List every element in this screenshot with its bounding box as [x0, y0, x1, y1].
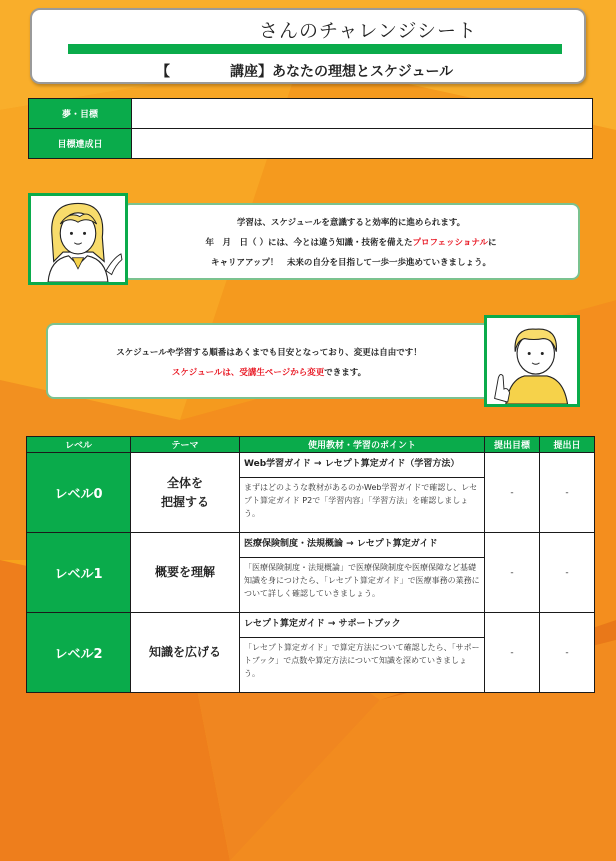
goal-table: [28, 98, 593, 159]
target-date-cell[interactable]: -: [485, 533, 540, 613]
subtitle-text: 講座】あなたの理想とスケジュール: [230, 64, 454, 80]
bubble2-line2-suffix: できます。: [324, 368, 367, 378]
theme-text: 概要を理解: [154, 565, 215, 579]
theme-cell: [131, 533, 240, 613]
schedule-table: [26, 436, 595, 693]
course-subtitle: [156, 61, 453, 81]
submit-date-cell[interactable]: -: [540, 453, 595, 533]
material-description: 「レセプト算定ガイド」で算定方法について確認したら、「サポートブック」で点数や算定方法について知識を深めていきましょう。: [240, 638, 485, 693]
bubble1-line3: キャリアアップ！ 未来の自分を目指して一歩一歩進めていきましょう。: [211, 258, 491, 268]
bubble2-line1: スケジュールや学習する順番はあくまでも目安となっており、変更は自由です！: [116, 348, 422, 358]
table-row: [27, 533, 595, 558]
speech-bubble-schedule: [46, 323, 492, 399]
bubble1-line1: 学習は、スケジュールを意識すると効率的に進められます。: [236, 218, 466, 228]
material-title: Web学習ガイド → レセプト算定ガイド（学習方法）: [240, 453, 485, 478]
header-card: [30, 8, 586, 84]
page-title: さんのチャレンジシート: [258, 20, 477, 42]
material-description: 「医療保険制度・法規概論」で医療保険制度や医療保障など基礎知識を身につけたら、「レセプト算定ガイド」で医療事務の業務について詳しく確認していきましょう。: [240, 558, 485, 613]
bubble1-line2: [124, 233, 578, 253]
level-cell: レベル0: [27, 453, 131, 533]
bubble1-line2-prefix: 年 月 日（ ）には、今とは違う知識・技術を備えた: [205, 238, 413, 248]
woman-presenting-icon: [28, 193, 128, 285]
submit-date-cell[interactable]: -: [540, 533, 595, 613]
goal-row: [29, 99, 593, 129]
material-title: レセプト算定ガイド → サポートブック: [240, 613, 485, 638]
target-date-cell[interactable]: -: [485, 613, 540, 693]
submit-date-cell[interactable]: -: [540, 613, 595, 693]
table-row: [27, 613, 595, 638]
theme-text: 全体を: [166, 475, 203, 490]
theme-text: 知識を広げる: [148, 645, 221, 659]
goal-input[interactable]: [132, 99, 593, 129]
header-target-date: 提出目標: [485, 437, 540, 453]
theme-cell: [131, 453, 240, 533]
bubble2-highlight: スケジュールは、受講生ページから変更: [171, 368, 325, 378]
header-materials: 使用教材・学習のポイント: [240, 437, 485, 453]
header-level: レベル: [27, 437, 131, 453]
target-date-cell[interactable]: -: [485, 453, 540, 533]
goal-date-row: [29, 129, 593, 159]
bubble1-line2-suffix: に: [487, 238, 497, 248]
material-description: まずはどのような教材があるのかWeb学習ガイドで確認し、レセプト算定ガイド P2で「学習内容」「学習方法」を確認しましょう。: [240, 478, 485, 533]
man-pointing-icon: [484, 315, 580, 407]
table-row: [27, 453, 595, 478]
header-accent-bar: [68, 44, 562, 54]
subtitle-bracket: 【: [156, 64, 170, 80]
theme-text-line2: 把握する: [160, 494, 209, 509]
goal-label: 夢・目標: [29, 99, 132, 129]
header-theme: テーマ: [131, 437, 240, 453]
schedule-header-row: [27, 437, 595, 453]
material-title: 医療保険制度・法規概論 → レセプト算定ガイド: [240, 533, 485, 558]
theme-cell: [131, 613, 240, 693]
speech-bubble-intro: [122, 203, 580, 280]
level-cell: レベル1: [27, 533, 131, 613]
bubble2-line2: [48, 363, 490, 383]
level-cell: レベル2: [27, 613, 131, 693]
bubble1-highlight: プロフェッショナル: [412, 238, 488, 248]
goal-date-label: 目標達成日: [29, 129, 132, 159]
header-submit-date: 提出日: [540, 437, 595, 453]
goal-date-input[interactable]: [132, 129, 593, 159]
